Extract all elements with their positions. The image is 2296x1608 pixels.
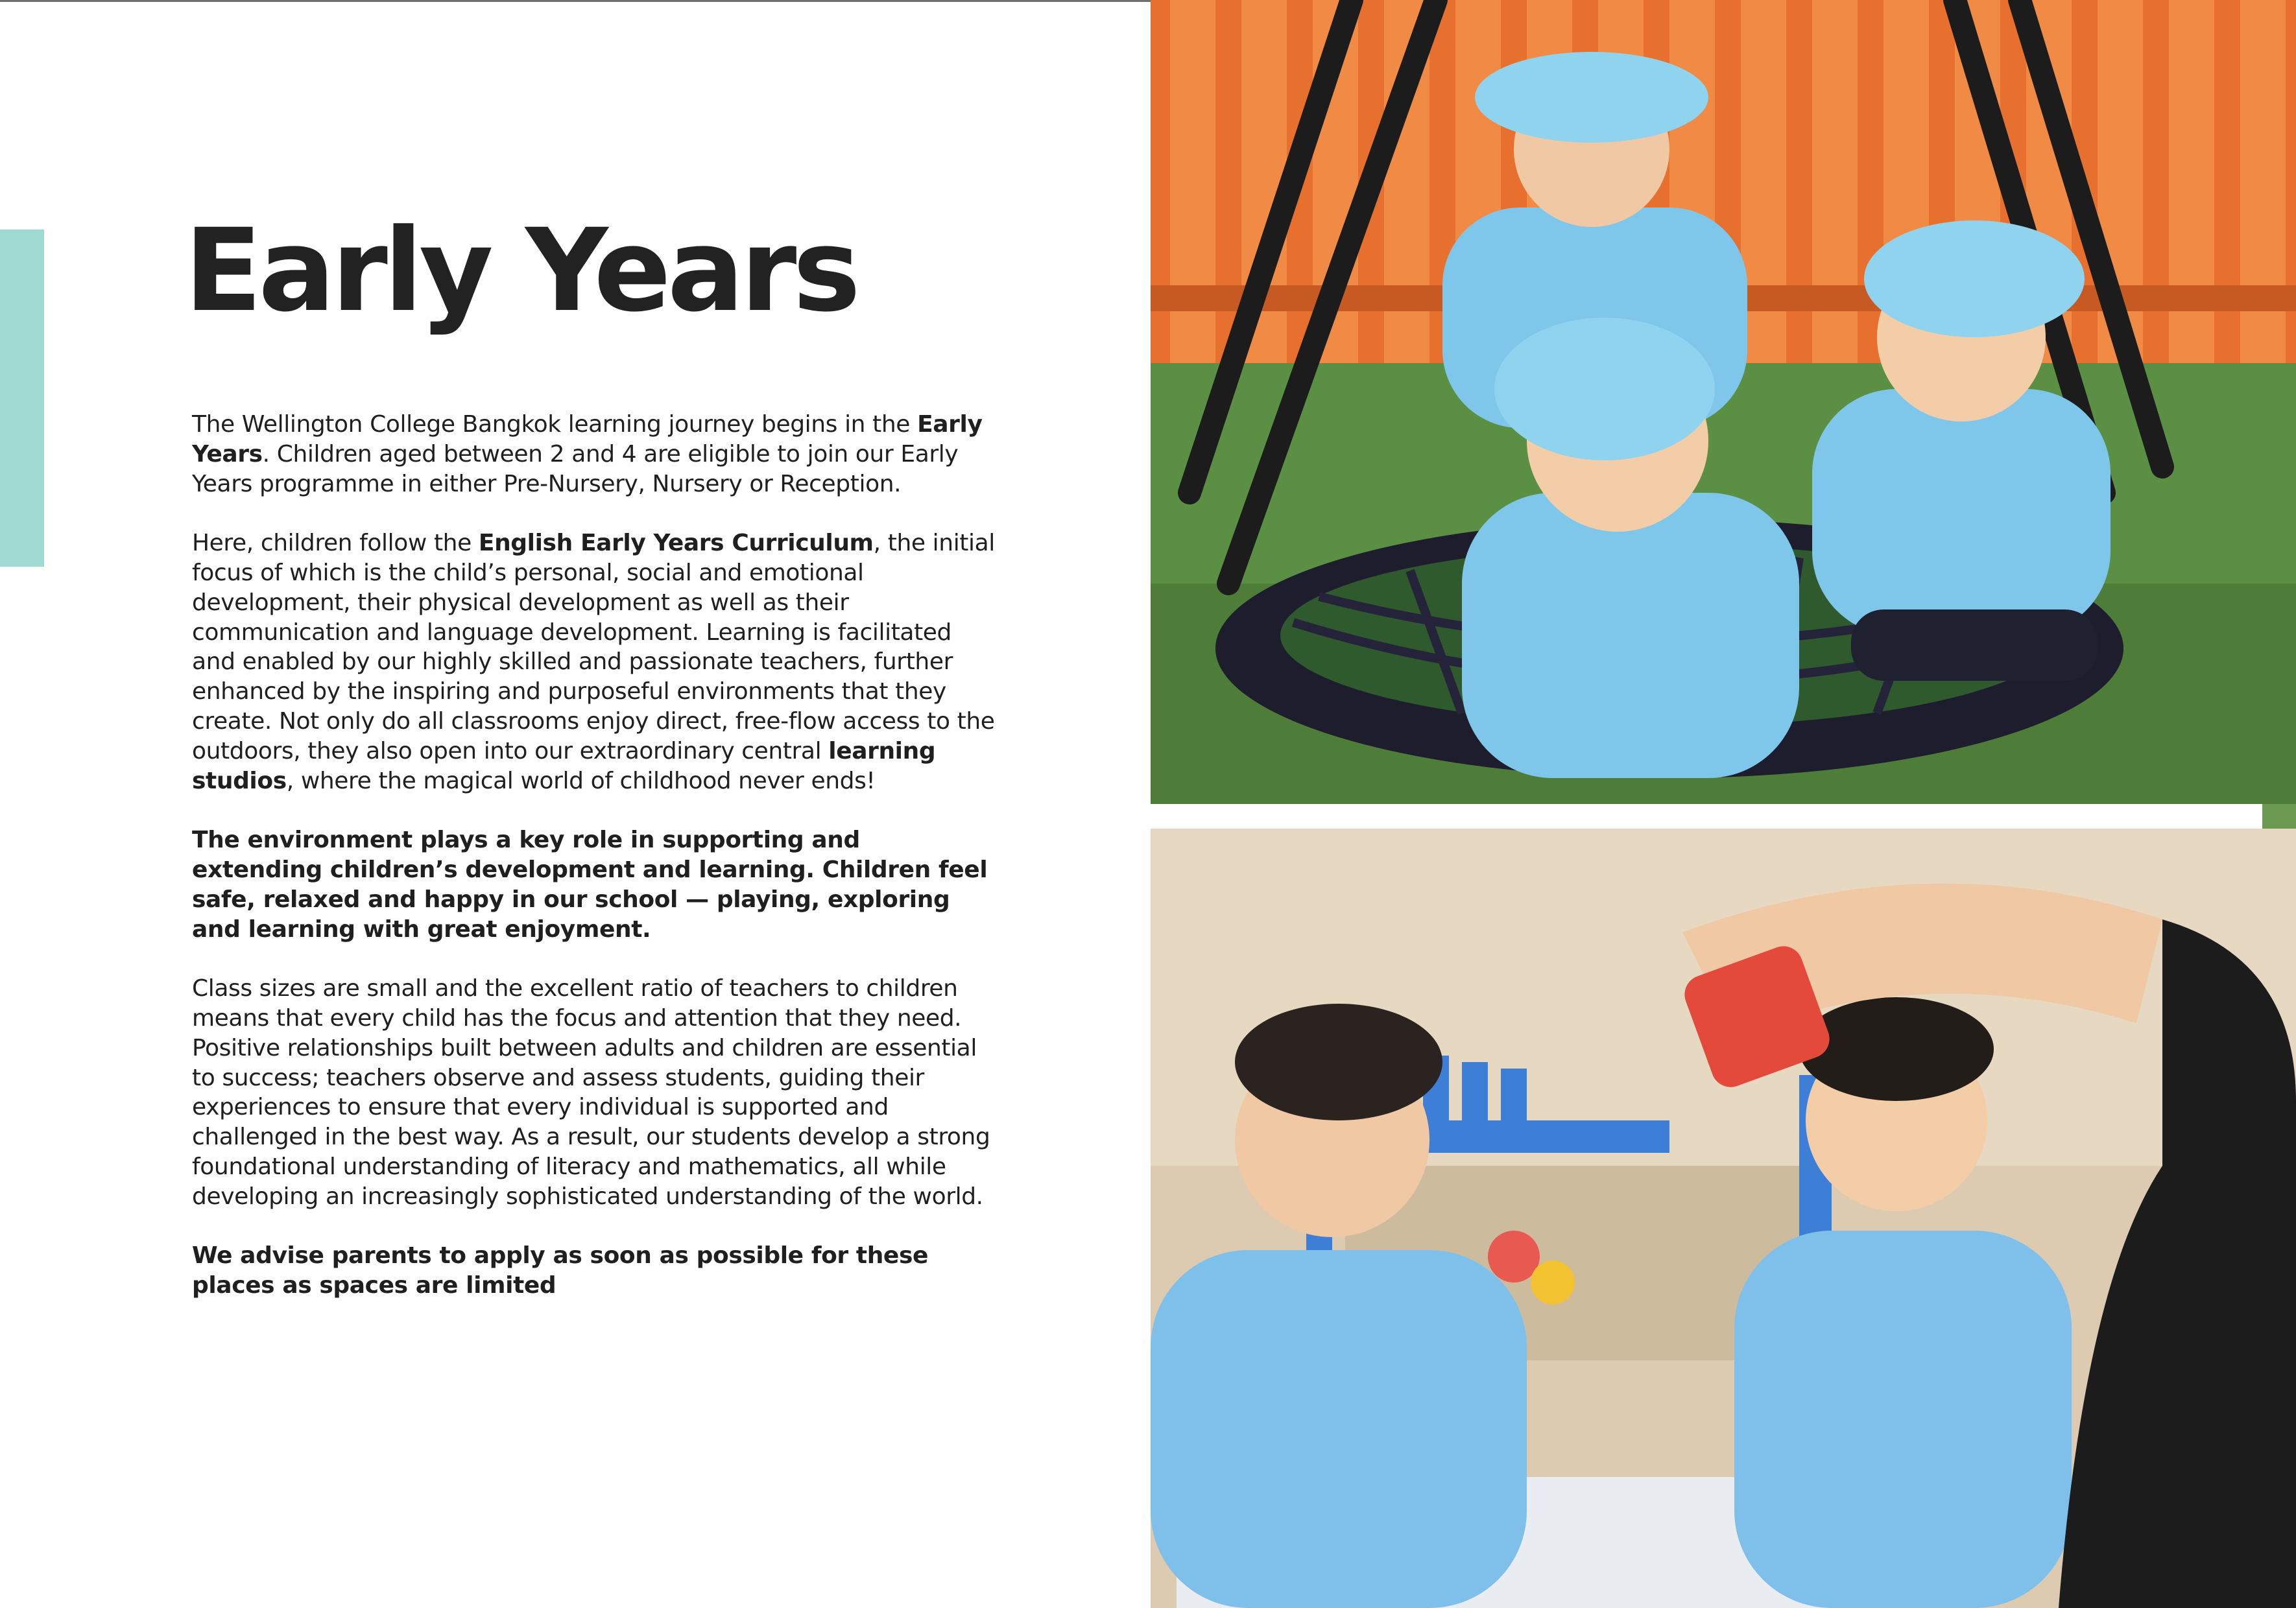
paragraph-advice: We advise parents to apply as soon as possible for these places as spaces are limited — [192, 1242, 928, 1299]
paragraph-curriculum: Here, children follow the English Early Years Curriculum, the initial focus of which is the child’s personal, social and emotional development, their physical development as well as their communication and language development. Learning is facilitated and enabled by our highly skilled and passionate teachers, further enhanced by the inspiring and purposeful environments that they create. Not only do all classrooms enjoy direct, free-flow access to the outdoors, they also open into our extraordinary central learning studios, where the magical world of childhood never ends! — [192, 530, 995, 794]
paragraph-environment: The environment plays a key role in supporting and extending children’s development and learning. Children feel safe, relaxed and happy in our school — playing, exploring and learning with great enjoyment. — [192, 827, 988, 943]
page-title: Early Years — [184, 204, 857, 337]
paragraph-intro: The Wellington College Bangkok learning journey begins in the Early Years. Children aged between 2 and 4 are eligible to join our Early Years programme in either Pre-Nursery, Nursery or Reception. — [192, 411, 983, 497]
green-strip — [2262, 804, 2296, 829]
accent-bar — [0, 230, 44, 567]
swing-illustration — [1151, 0, 2296, 804]
body-text — [192, 410, 996, 1330]
paragraph-class-sizes: Class sizes are small and the excellent ratio of teachers to children means that every child has the focus and attention that they need. Positive relationships built between adults and children are essential to success; teachers observe and assess students, guiding their experiences to ensure that every individual is supported and challenged in the best way. As a result, our students develop a strong foundational understanding of literacy and mathematics, all while developing an increasingly sophisticated understanding of the world. — [192, 975, 990, 1210]
photo-children-water-play — [1151, 829, 2296, 1608]
water-play-illustration — [1151, 829, 2296, 1608]
photo-children-on-swing — [1151, 0, 2296, 804]
